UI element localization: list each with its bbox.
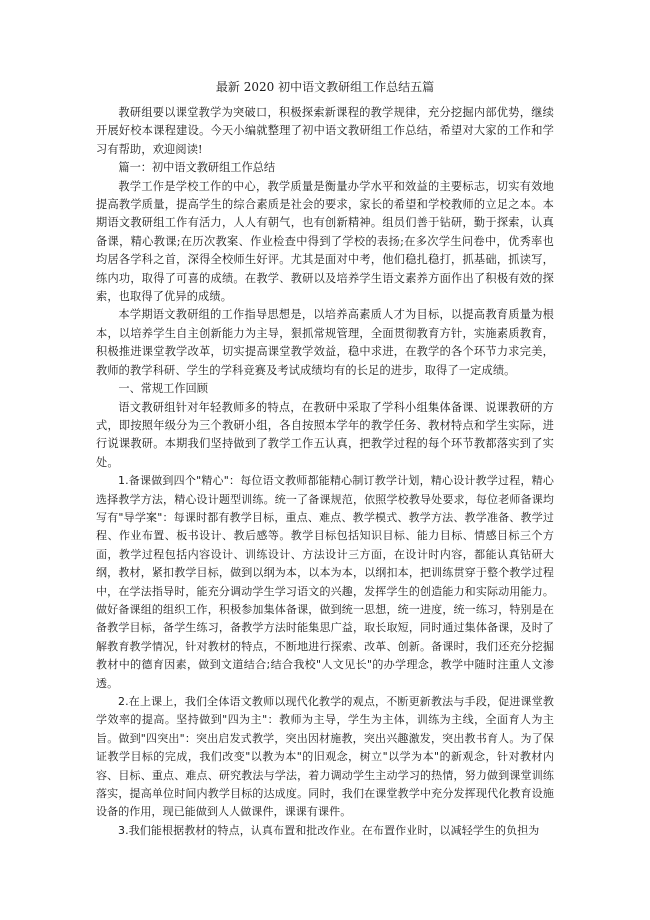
body-paragraph: 教研组要以课堂教学为突破口，积极探索新课程的教学规律，充分挖掘内部优势，继续开展好校本课程建设。今天小编就整理了初中语文教研组工作总结，希望对大家的工作和学习有帮助，欢迎阅读! [96,106,554,156]
document-title: 最新 2020 初中语文教研组工作总结五篇 [215,80,435,94]
document-body [96,104,554,840]
body-paragraph: 语文教研组针对年轻教师多的特点，在教研中采取了学科小组集体备课、说课教研的方式，即按照年级分为三个教研小组，各自按照本学年的教学任务、教材特点和学生实际，进行说课教研。本期我们坚持做到了教学工作五认真，把教学过程的每个环节教都落实到了实处。 [96,400,554,469]
numbered-paragraph: 1.备课做到四个"精心"：每位语文教师都能精心制订教学计划，精心设计教学过程，精心选择教学方法，精心设计题型训练。统一了备课规范，依照学校教导处要求，每位老师备课均写有"导学案"：每课时都有教学目标，重点、难点、教学模式、教学方法、教学准备、教学过程、作业布置、板书设计、教后感等。教学目标包括知识目标、能力目标、情感目标三个方面，教学过程包括内容设计、训练设计、方法设计三方面，在设计时内容，都能认真钻研大纲，教材，紧扣教学目标，做到以纲为本，以本为本，以纲扣本，把训练贯穿于整个教学过程中，在学法指导时，能充分调动学生学习语文的兴趣，发挥学生的创造能力和实际动用能力。做好备课组的组织工作，积极参加集体备课，做到统一思想，统一进度，统一练习，特别是在备教学目标，备学生练习，备教学方法时能集思广益，取长取短，同时通过集体备课，及时了解教育教学情况，针对教材的特点，不断地进行探索、改革、创新。备课时，我们还充分挖掘教材中的德育因素，做到文道结合;结合我校"人文见长"的办学理念，教学中随时注重人文渗透。 [96,474,554,690]
body-paragraph: 本学期语文教研组的工作指导思想是，以培养高素质人才为目标，以提高教育质量为根本，以培养学生自主创新能力为主导，狠抓常规管理，全面贯彻教育方针，实施素质教育，积极推进课堂教学改革，切实提高课堂教学效益，稳中求进，在教学的各个环节力求完美，教师的教学科研、学生的学科竞赛及考试成绩均有的长足的进步，取得了一定成绩。 [96,308,554,377]
section-heading: 篇一：初中语文教研组工作总结 [118,161,276,175]
section-heading: 一、常规工作回顾 [118,382,208,396]
numbered-paragraph: 3.我们能根据教材的特点，认真布置和批改作业。在布置作业时，以减轻学生的负担为 [118,823,540,837]
numbered-paragraph: 2.在上课上，我们全体语文教师以现代化教学的观点，不断更新教法与手段，促进课堂教学效率的提高。坚持做到"四为主"：教师为主导，学生为主体，训练为主线，全面育人为主旨。做到"四突出"：突出启发式教学，突出因材施教，突出兴趣激发，突出教书育人。为了保证教学目标的完成，我们改变"以教为本"的旧观念，树立"以学为本"的新观念，针对教材内容、目标、重点、难点、研究教法与学法，着力调动学生主动学习的热情，努力做到课堂训练落实，提高单位时间内教学目标的达成度。同时，我们在课堂教学中充分发挥现代化教育设施设备的作用，现已能做到人人做课件，课课有课件。 [96,695,554,819]
body-paragraph: 教学工作是学校工作的中心，教学质量是衡量办学水平和效益的主要标志，切实有效地提高教学质量，提高学生的综合素质是社会的要求，家长的希望和学校教师的立足之本。本期语文教研组工作有活力，人人有朝气，也有创新精神。组员们善于钻研，勤于探索，认真备课，精心教课;在历次教案、作业检查中得到了学校的表扬;在多次学生问卷中，优秀率也均居各学科之首，深得全校师生好评。尤其是面对中考，他们稳扎稳打，抓基础，抓读写，练内功，取得了可喜的成绩。在教学、教研以及培养学生语文素养方面作出了积极有效的探索，也取得了优异的成绩。 [96,179,554,304]
